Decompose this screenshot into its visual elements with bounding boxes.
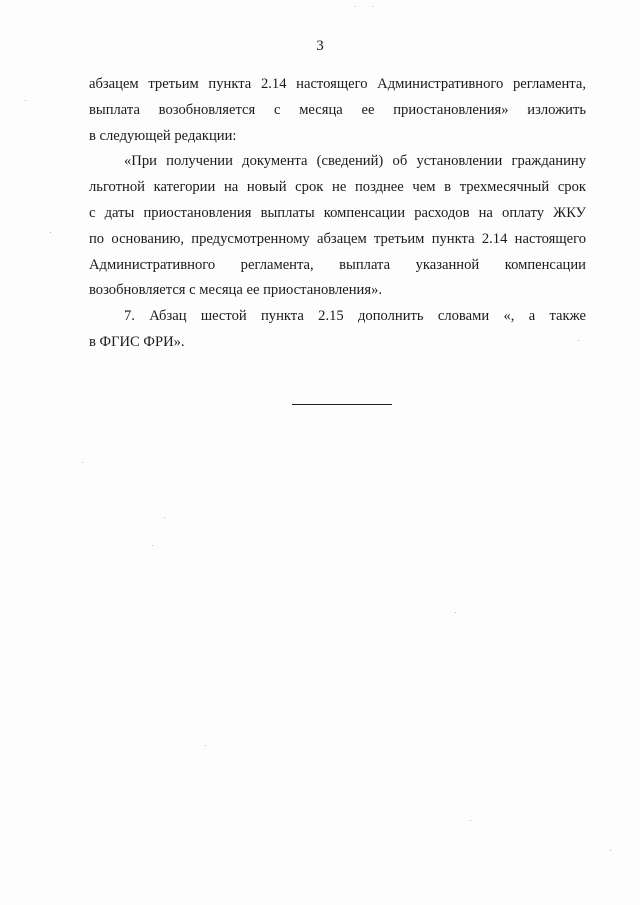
scan-speck (82, 462, 83, 463)
page-number: 3 (316, 38, 324, 54)
end-of-text-rule (292, 404, 392, 405)
scan-speck (372, 6, 373, 7)
scan-speck (50, 232, 51, 233)
text-line: 7. Абзац шестой пункта 2.15 дополнить словами «, а также (124, 308, 586, 325)
scan-speck (164, 517, 165, 518)
scan-speck (152, 545, 153, 546)
text-line: возобновляется с месяца ее приостановления». (89, 282, 383, 299)
text-line: Административного регламента, выплата указанной компенсации (89, 256, 586, 273)
document-body (89, 72, 586, 356)
text-line: льготной категории на новый срок не позднее чем в трехмесячный срок (89, 179, 586, 196)
text-line: с даты приостановления выплаты компенсации расходов на оплату ЖКУ (89, 204, 586, 221)
text-line: «При получении документа (сведений) об установлении гражданину (124, 153, 586, 170)
text-line: выплата возобновляется с месяца ее приостановления» изложить (89, 101, 586, 118)
text-line: по основанию, предусмотренному абзацем третьим пункта 2.14 настоящего (89, 230, 586, 247)
scan-speck (205, 745, 206, 746)
scan-speck (355, 6, 356, 7)
scan-speck (610, 850, 611, 851)
scan-speck (455, 612, 456, 613)
text-line: в ФГИС ФРИ». (89, 333, 185, 350)
scan-speck (25, 100, 26, 101)
scan-speck (578, 340, 579, 341)
scan-speck (470, 820, 471, 821)
text-line: в следующей редакции: (89, 127, 237, 144)
text-line: абзацем третьим пункта 2.14 настоящего Административного регламента, (89, 76, 586, 92)
